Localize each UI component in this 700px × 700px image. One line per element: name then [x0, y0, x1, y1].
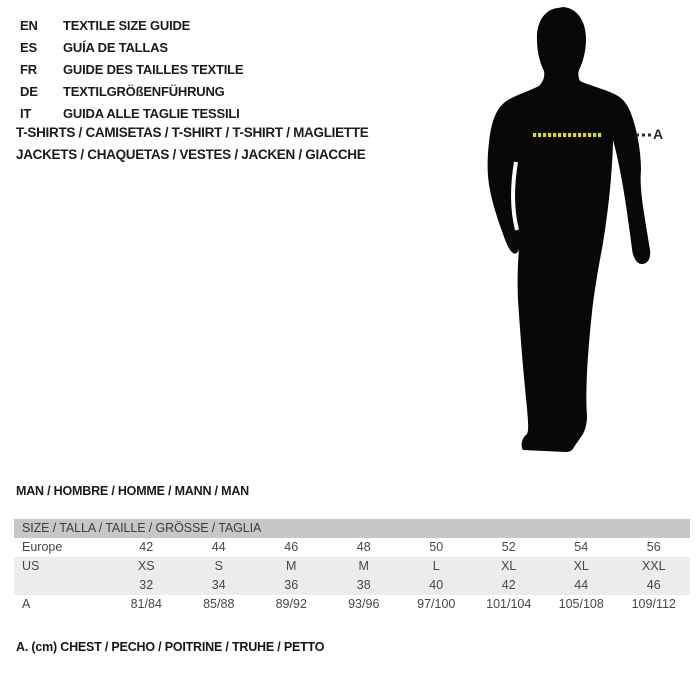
size-cell: XL [573, 559, 589, 573]
size-cell: 101/104 [486, 597, 532, 611]
language-legend [20, 15, 243, 125]
size-cell: 93/96 [348, 597, 380, 611]
size-cell: 46 [284, 540, 299, 554]
section-title-man: MAN / HOMBRE / HOMME / MANN / MAN [16, 484, 249, 498]
language-row [20, 81, 243, 103]
garment-categories [16, 122, 368, 166]
size-cell: M [286, 559, 297, 573]
measure-label-a: A [653, 126, 664, 142]
language-label: TEXTILE SIZE GUIDE [63, 18, 191, 33]
category-line-jackets: JACKETS / CHAQUETAS / VESTES / JACKEN / GIACCHE [16, 147, 366, 162]
language-label: GUÍA DE TALLAS [63, 40, 168, 55]
language-code: DE [20, 84, 38, 99]
table-row-numeric [14, 576, 690, 595]
size-cell: 85/88 [203, 597, 235, 611]
man-silhouette-figure [480, 0, 680, 470]
size-cell: 54 [574, 540, 589, 554]
measurement-footnote: A. (cm) CHEST / PECHO / POITRINE / TRUHE / PETTO [16, 640, 325, 654]
size-cell: M [358, 559, 369, 573]
man-silhouette-body [488, 7, 651, 452]
row-label [14, 576, 110, 595]
size-table [14, 519, 690, 614]
size-cell: 44 [211, 540, 226, 554]
size-cell: 42 [501, 578, 516, 592]
language-row [20, 15, 243, 37]
size-cell: 48 [356, 540, 371, 554]
size-cell: S [214, 559, 223, 573]
table-header-size: SIZE / TALLA / TAILLE / GRÖSSE / TAGLIA [14, 519, 690, 538]
row-label: A [22, 597, 31, 611]
size-cell: 52 [501, 540, 516, 554]
size-cell: 36 [284, 578, 299, 592]
size-cell: 46 [646, 578, 661, 592]
size-cell: 42 [139, 540, 154, 554]
size-cell: 40 [429, 578, 444, 592]
size-cell: 34 [211, 578, 226, 592]
language-code: EN [20, 18, 38, 33]
row-label: Europe [22, 540, 63, 554]
language-label: TEXTILGRÖßENFÜHRUNG [63, 84, 225, 99]
size-cell: XL [501, 559, 517, 573]
size-cell: 109/112 [631, 597, 676, 611]
row-label: US [22, 559, 40, 573]
language-code: ES [20, 40, 37, 55]
language-row [20, 59, 243, 81]
size-cell: 50 [429, 540, 444, 554]
size-cell: 81/84 [130, 597, 162, 611]
size-cell: 32 [139, 578, 154, 592]
size-cell: 97/100 [417, 597, 456, 611]
man-silhouette [480, 0, 680, 470]
language-label: GUIDE DES TAILLES TEXTILE [63, 62, 244, 77]
language-label: GUIDA ALLE TAGLIE TESSILI [63, 106, 240, 121]
table-row-us [14, 557, 690, 576]
table-row-europe [14, 538, 690, 557]
table-row-chest [14, 595, 690, 614]
size-cell: 89/92 [275, 597, 307, 611]
size-cell: 44 [574, 578, 589, 592]
size-cell: 105/108 [558, 597, 604, 611]
size-cell: L [432, 559, 440, 573]
size-cell: XXL [641, 559, 666, 573]
size-cell: 56 [646, 540, 661, 554]
size-cell: XS [137, 559, 155, 573]
size-cell: 38 [356, 578, 371, 592]
language-row [20, 37, 243, 59]
category-line-tshirts: T-SHIRTS / CAMISETAS / T-SHIRT / T-SHIRT / MAGLIETTE [16, 125, 369, 140]
language-code: FR [20, 62, 37, 77]
language-code: IT [20, 106, 32, 121]
